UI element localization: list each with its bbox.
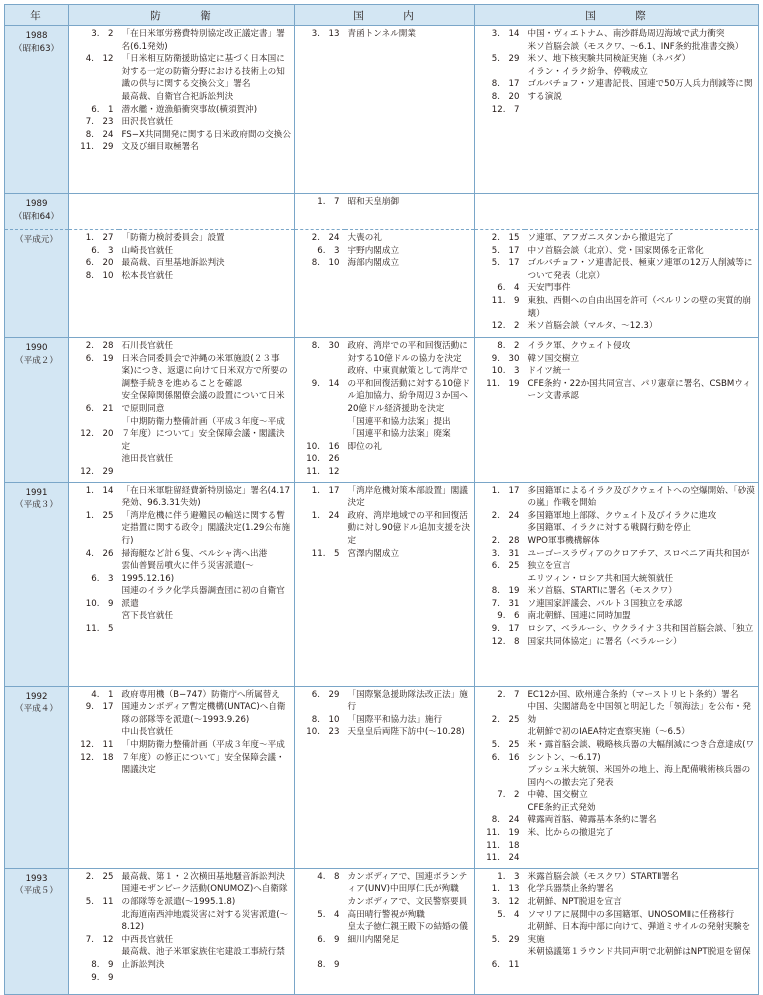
defense-events <box>119 230 295 338</box>
event-item: 潜水艦・遊漁船衝突事故(横須賀沖) <box>121 104 258 115</box>
event-item: 中山長官就任 <box>121 727 174 738</box>
event-item: 南北朝鮮、国連に同時加盟 <box>527 611 631 622</box>
domestic-events <box>345 686 475 868</box>
event-item: ロシア、ベラルーシ、ウクライナ３共和国首脳会談、「独立国家共同体協定」に署名（ベラルーシ） <box>527 624 754 647</box>
event-item: 山崎長官就任 <box>121 245 174 256</box>
defense-events <box>119 194 295 230</box>
event-item: 北海道南西沖地震災害に対する災害派遣(〜8.12) <box>121 909 289 933</box>
year-cell <box>5 482 69 686</box>
domestic-dates: 2. 24 6. 3 8. 10 <box>295 230 345 338</box>
event-item: 多国籍軍地上部隊、クウェイト及びイラクに進攻 <box>527 510 717 521</box>
international-dates: 2. 15 5. 17 5. 17 6. 4 11. 9 12. 2 <box>475 230 525 338</box>
year-label: （平成５） <box>15 886 58 897</box>
event-item: 「国際平和協力法」施行 <box>347 714 443 725</box>
event-item: 最高裁、池子米軍家族住宅建設工事続行禁止訴訟判決 <box>121 947 285 970</box>
international-dates: 1. 3 1. 13 3. 12 5. 4 5. 29 6. 11 <box>475 868 525 994</box>
domestic-dates: 3. 13 <box>295 26 345 194</box>
event-item: 国連モザンビーク活動(ONUMOZ)へ自衛隊の部隊等を派遣(〜1995.1.8) <box>121 884 288 908</box>
year-cell <box>5 338 69 483</box>
event-item: 米露首脳会談（モスクワ）STARTⅡ署名 <box>527 871 679 882</box>
event-item: 雲仙普賢岳噴火に伴う災害派遣(〜1995.12.16) <box>121 561 254 584</box>
event-item: 多国籍軍、イラクに対する戦闘行動を停止 <box>527 523 691 534</box>
event-item: 宇野内閣成立 <box>347 245 400 256</box>
year-label: 1991 <box>25 487 48 498</box>
year-label: （平成２） <box>15 355 58 366</box>
event-item: 「日米相互防衛援助協定に基づく日本国に対する一定の防衛分野における技術上の知識の供与に関する交換公文」署名 <box>121 54 285 90</box>
event-item: WPO軍事機構解体 <box>527 535 600 546</box>
event-item: 国連のイラク化学兵器調査団に初の自衛官派遣 <box>121 586 285 609</box>
event-item: 石川長官就任 <box>121 341 174 351</box>
international-events <box>525 686 759 868</box>
event-item: 国連カンボディア暫定機構(UNTAC)へ自衛隊の部隊等を派遣(〜1993.9.26) <box>121 702 286 725</box>
event-item: 「湾岸危機対策本部設置」閣議決定 <box>347 485 468 509</box>
event-item: 中国、尖閣諸島を中国領と明記した「領海法」を公布・発効 <box>527 702 751 725</box>
event-item: 安全保障関係閣僚会議の設置について日米で原則同意 <box>121 391 285 414</box>
event-item: ブッシュ米大統領、米国外の地上、海上配備戦術核兵器の国内への撤去完了発表 <box>527 765 751 788</box>
event-item: 韓露両首脳、韓露基本条約に署名 <box>527 815 657 826</box>
event-item: 米、比からの撤退完了 <box>527 828 614 839</box>
event-item: カンボディアで、国連ボランティア(UNV)中田厚仁氏が殉職 <box>347 871 468 895</box>
domestic-events <box>345 868 475 994</box>
event-item: 政府、中東貢献策として湾岸での平和回復活動に対する10億ドル追加協力、紛争周辺３か国へ20億ドル経済援助を決定 <box>347 366 471 414</box>
event-item: 「国際緊急援助隊法改正法」施行 <box>347 689 468 713</box>
event-item: 米朝協議第１ラウンド共同声明で北朝鮮はNPT脱退を留保 <box>527 947 751 958</box>
event-item: 日米合同委員会で沖縄の米軍施設(２３事案)につき、返還に向けて日米双方で所要の調整手続きを進めることを確認 <box>121 353 288 389</box>
event-item: 田沢長官就任 <box>121 117 174 128</box>
event-item: 最高裁、自衛官合祀訴訟判決 <box>121 91 234 102</box>
year-label: （平成元） <box>15 235 58 245</box>
international-dates: 8. 2 9. 30 10. 3 11. 19 <box>475 338 525 483</box>
domestic-events <box>345 194 475 230</box>
year-label: （平成３） <box>15 500 58 511</box>
defense-dates: 1. 14 1. 25 4. 26 6. 3 10. 9 11. 5 <box>69 482 119 686</box>
event-item: 米ソ首脳会談（マルタ、〜12.3） <box>527 321 658 332</box>
year-label: 1992 <box>25 691 48 702</box>
domestic-events <box>345 338 475 483</box>
event-item: 北朝鮮で初のIAEA特定査察実施（〜6.5） <box>527 727 690 738</box>
event-item: 米ソ首脳会談（モスクワ、〜6.1、INF条約批准書交換） <box>527 41 744 52</box>
year-row <box>5 230 759 338</box>
event-item: 中国・ヴィエトナム、南沙群島周辺海域で武力衝突 <box>527 29 725 39</box>
defense-dates: 2. 28 6. 19 6. 21 12. 20 12. 29 <box>69 338 119 483</box>
defense-dates <box>69 194 119 230</box>
event-item: 池田長官就任 <box>121 454 174 465</box>
chronology-table <box>4 4 759 995</box>
event-item: 「在日米軍駐留経費新特別協定」署名(4.17発効、96.3.31失効) <box>121 485 291 509</box>
event-item: 韓ソ国交樹立 <box>527 353 580 364</box>
year-cell <box>5 230 69 338</box>
defense-dates: 3. 2 4. 12 6. 1 7. 23 8. 24 11. 29 <box>69 26 119 194</box>
header-defense: 防 衛 <box>69 5 295 26</box>
event-item: 政府専用機（B−747）防衛庁へ所属替え <box>121 689 280 700</box>
event-item: イラク軍、クウェイト侵攻 <box>527 341 631 351</box>
domestic-dates: 1. 17 1. 24 11. 5 <box>295 482 345 686</box>
domestic-events <box>345 26 475 194</box>
header-domestic: 国 内 <box>295 5 475 26</box>
year-row <box>5 482 759 686</box>
event-item: イラン・イラク紛争、停戦成立 <box>527 66 648 77</box>
year-cell <box>5 194 69 230</box>
defense-events <box>119 868 295 994</box>
international-dates: 1. 17 2. 24 2. 28 3. 31 6. 25 8. 19 7. 31 9. 6 9. 17 12. 8 <box>475 482 525 686</box>
header-row <box>5 5 759 26</box>
event-item: 「湾岸危機に伴う避難民の輸送に関する暫定措置に関する政令」閣議決定(1.29公布施行) <box>121 510 291 546</box>
event-item: ドイツ統一 <box>527 366 571 377</box>
defense-events <box>119 686 295 868</box>
event-item: ソマリアに展開中の多国籍軍、UNOSOMⅡに任務移行 <box>527 909 735 920</box>
year-label: （昭和64） <box>13 211 60 222</box>
international-events <box>525 482 759 686</box>
international-dates: 3. 14 5. 29 8. 17 8. 20 12. 7 <box>475 26 525 194</box>
event-item: 松本長官就任 <box>121 270 174 281</box>
year-cell <box>5 868 69 994</box>
event-item: ユーゴースラヴィアのクロアチア、スロベニア両共和国が独立を宣言 <box>527 548 750 572</box>
defense-dates: 1. 27 6. 3 6. 20 8. 10 <box>69 230 119 338</box>
defense-dates: 2. 25 5. 11 7. 12 8. 9 9. 9 <box>69 868 119 994</box>
event-item: 多国籍軍によるイラク及びクウェイトへの空爆開始、「砂漠の嵐」作戦を開始 <box>527 485 755 509</box>
event-item: 「中期防衛力整備計画（平成３年度〜平成７年度）の修正について」安全保障会議・閣議決定 <box>121 739 285 776</box>
event-item: 中ソ首脳会談（北京）、党・国家関係を正常化 <box>527 245 704 256</box>
defense-events <box>119 482 295 686</box>
international-dates: 2. 7 2. 25 5. 25 6. 16 7. 2 8. 24 11. 19 11. 18 11. 24 <box>475 686 525 868</box>
header-international: 国 際 <box>475 5 759 26</box>
event-item: 米ソ、地下核実験共同検証実施（ネバダ） <box>527 54 691 65</box>
event-item: 「在日米軍労務費特別協定改正議定書」署名(6.1発効) <box>121 29 285 52</box>
defense-events <box>119 338 295 483</box>
event-item: 海部内閣成立 <box>347 258 400 269</box>
event-item: ゴルバチョフ・ソ連書記長、国連で50万人兵力削減等に関する演説 <box>527 79 753 102</box>
year-label: （平成４） <box>15 704 58 715</box>
year-row <box>5 686 759 868</box>
event-item: 政府、湾岸地域での平和回復活動に対し90億ドル追加支援を決定 <box>347 510 471 546</box>
year-label: 1990 <box>25 343 48 353</box>
year-row <box>5 26 759 194</box>
event-item: 化学兵器禁止条約署名 <box>527 884 614 895</box>
event-item: 細川内閣発足 <box>347 934 400 945</box>
defense-events <box>119 26 295 194</box>
event-item: CFE条約正式発効 <box>527 802 596 813</box>
year-cell <box>5 26 69 194</box>
event-item: FS−X共同開発に関する日米政府間の交換公文及び細目取極署名 <box>121 129 291 153</box>
event-item: 米ソ首脳、STARTⅠに署名（モスクワ） <box>527 586 677 597</box>
event-item: ソ連軍、アフガニスタンから撤退完了 <box>527 233 674 243</box>
event-item: EC12か国、欧州連合条約（マーストリヒト条約）署名 <box>527 689 739 700</box>
international-events <box>525 338 759 483</box>
event-item: 天皇皇后両陛下訪中(〜10.28) <box>347 727 465 738</box>
event-item: ソ連国家評議会、バルト３国独立を承認 <box>527 598 683 609</box>
event-item: 最高裁、百里基地訴訟判決 <box>121 258 225 269</box>
year-label: 1993 <box>25 873 48 884</box>
domestic-events <box>345 482 475 686</box>
year-row <box>5 194 759 230</box>
event-item: 青函トンネル開業 <box>347 29 416 39</box>
event-item: カンボディアで、文民警察要員高田晴行警視が殉職 <box>347 897 468 920</box>
year-label: 1988 <box>25 31 48 41</box>
domestic-dates: 4. 8 5. 4 6. 9 8. 9 <box>295 868 345 994</box>
event-item: 最高裁、第１・２次横田基地騒音訴訟判決 <box>121 871 285 882</box>
event-item: 皇太子徳仁親王殿下の結婚の儀 <box>347 922 468 933</box>
event-item: 即位の礼 <box>347 441 382 452</box>
event-item: ゴルバチョフ・ソ連書記長、極東ソ連軍の12万人削減等について発表（北京） <box>527 258 753 281</box>
international-events <box>525 194 759 230</box>
international-events <box>525 230 759 338</box>
event-item: 中韓、国交樹立 <box>527 790 588 801</box>
year-label: 1989 <box>25 199 48 209</box>
defense-dates: 4. 1 9. 17 12. 11 12. 18 <box>69 686 119 868</box>
event-item: 昭和天皇崩御 <box>347 197 400 207</box>
event-item: 「国連平和協力法案」提出 <box>347 416 451 427</box>
event-item: 宮澤内閣成立 <box>347 548 400 559</box>
international-events <box>525 868 759 994</box>
event-item: 米・露首脳会談、戦略核兵器の大幅削減につき合意達成(ワシントン、〜6.17) <box>527 739 755 763</box>
event-item: エリツィン・ロシア共和国大統領就任 <box>527 573 674 584</box>
year-row <box>5 868 759 994</box>
year-cell <box>5 686 69 868</box>
event-item: CFE条約・22か国共同宣言、パリ憲章に署名、CSBMウィーン文書承認 <box>527 378 751 402</box>
event-item: 宮下長官就任 <box>121 611 174 622</box>
event-item: 「防衛力検討委員会」設置 <box>121 233 225 243</box>
event-item: 「国連平和協力法案」廃案 <box>347 429 451 440</box>
header-year: 年 <box>5 5 69 26</box>
event-item: 「中期防衛力整備計画（平成３年度〜平成７年度）について」安全保障会議・閣議決定 <box>121 416 285 452</box>
event-item: 北朝鮮、日本海中部に向けて、弾道ミサイルの発射実験を実施 <box>527 922 751 945</box>
domestic-dates: 8. 30 9. 14 10. 16 10. 26 11. 12 <box>295 338 345 483</box>
event-item: 大喪の礼 <box>347 233 382 243</box>
year-row <box>5 338 759 483</box>
domestic-events <box>345 230 475 338</box>
international-events <box>525 26 759 194</box>
international-dates <box>475 194 525 230</box>
event-item: 東独、西側への自由出国を許可（ベルリンの壁の実質的崩壊） <box>527 295 751 319</box>
domestic-dates: 1. 7 <box>295 194 345 230</box>
event-item: 中西長官就任 <box>121 934 174 945</box>
domestic-dates: 6. 29 8. 10 10. 23 <box>295 686 345 868</box>
year-label: （昭和63） <box>13 43 60 54</box>
event-item: 天安門事件 <box>527 283 571 294</box>
event-item: 政府、湾岸での平和回復活動に対する10億ドルの協力を決定 <box>347 341 468 364</box>
event-item: 掃海艇など計６隻、ペルシャ湾へ出港 <box>121 548 268 559</box>
event-item: 北朝鮮、NPT脱退を宣言 <box>527 897 622 908</box>
